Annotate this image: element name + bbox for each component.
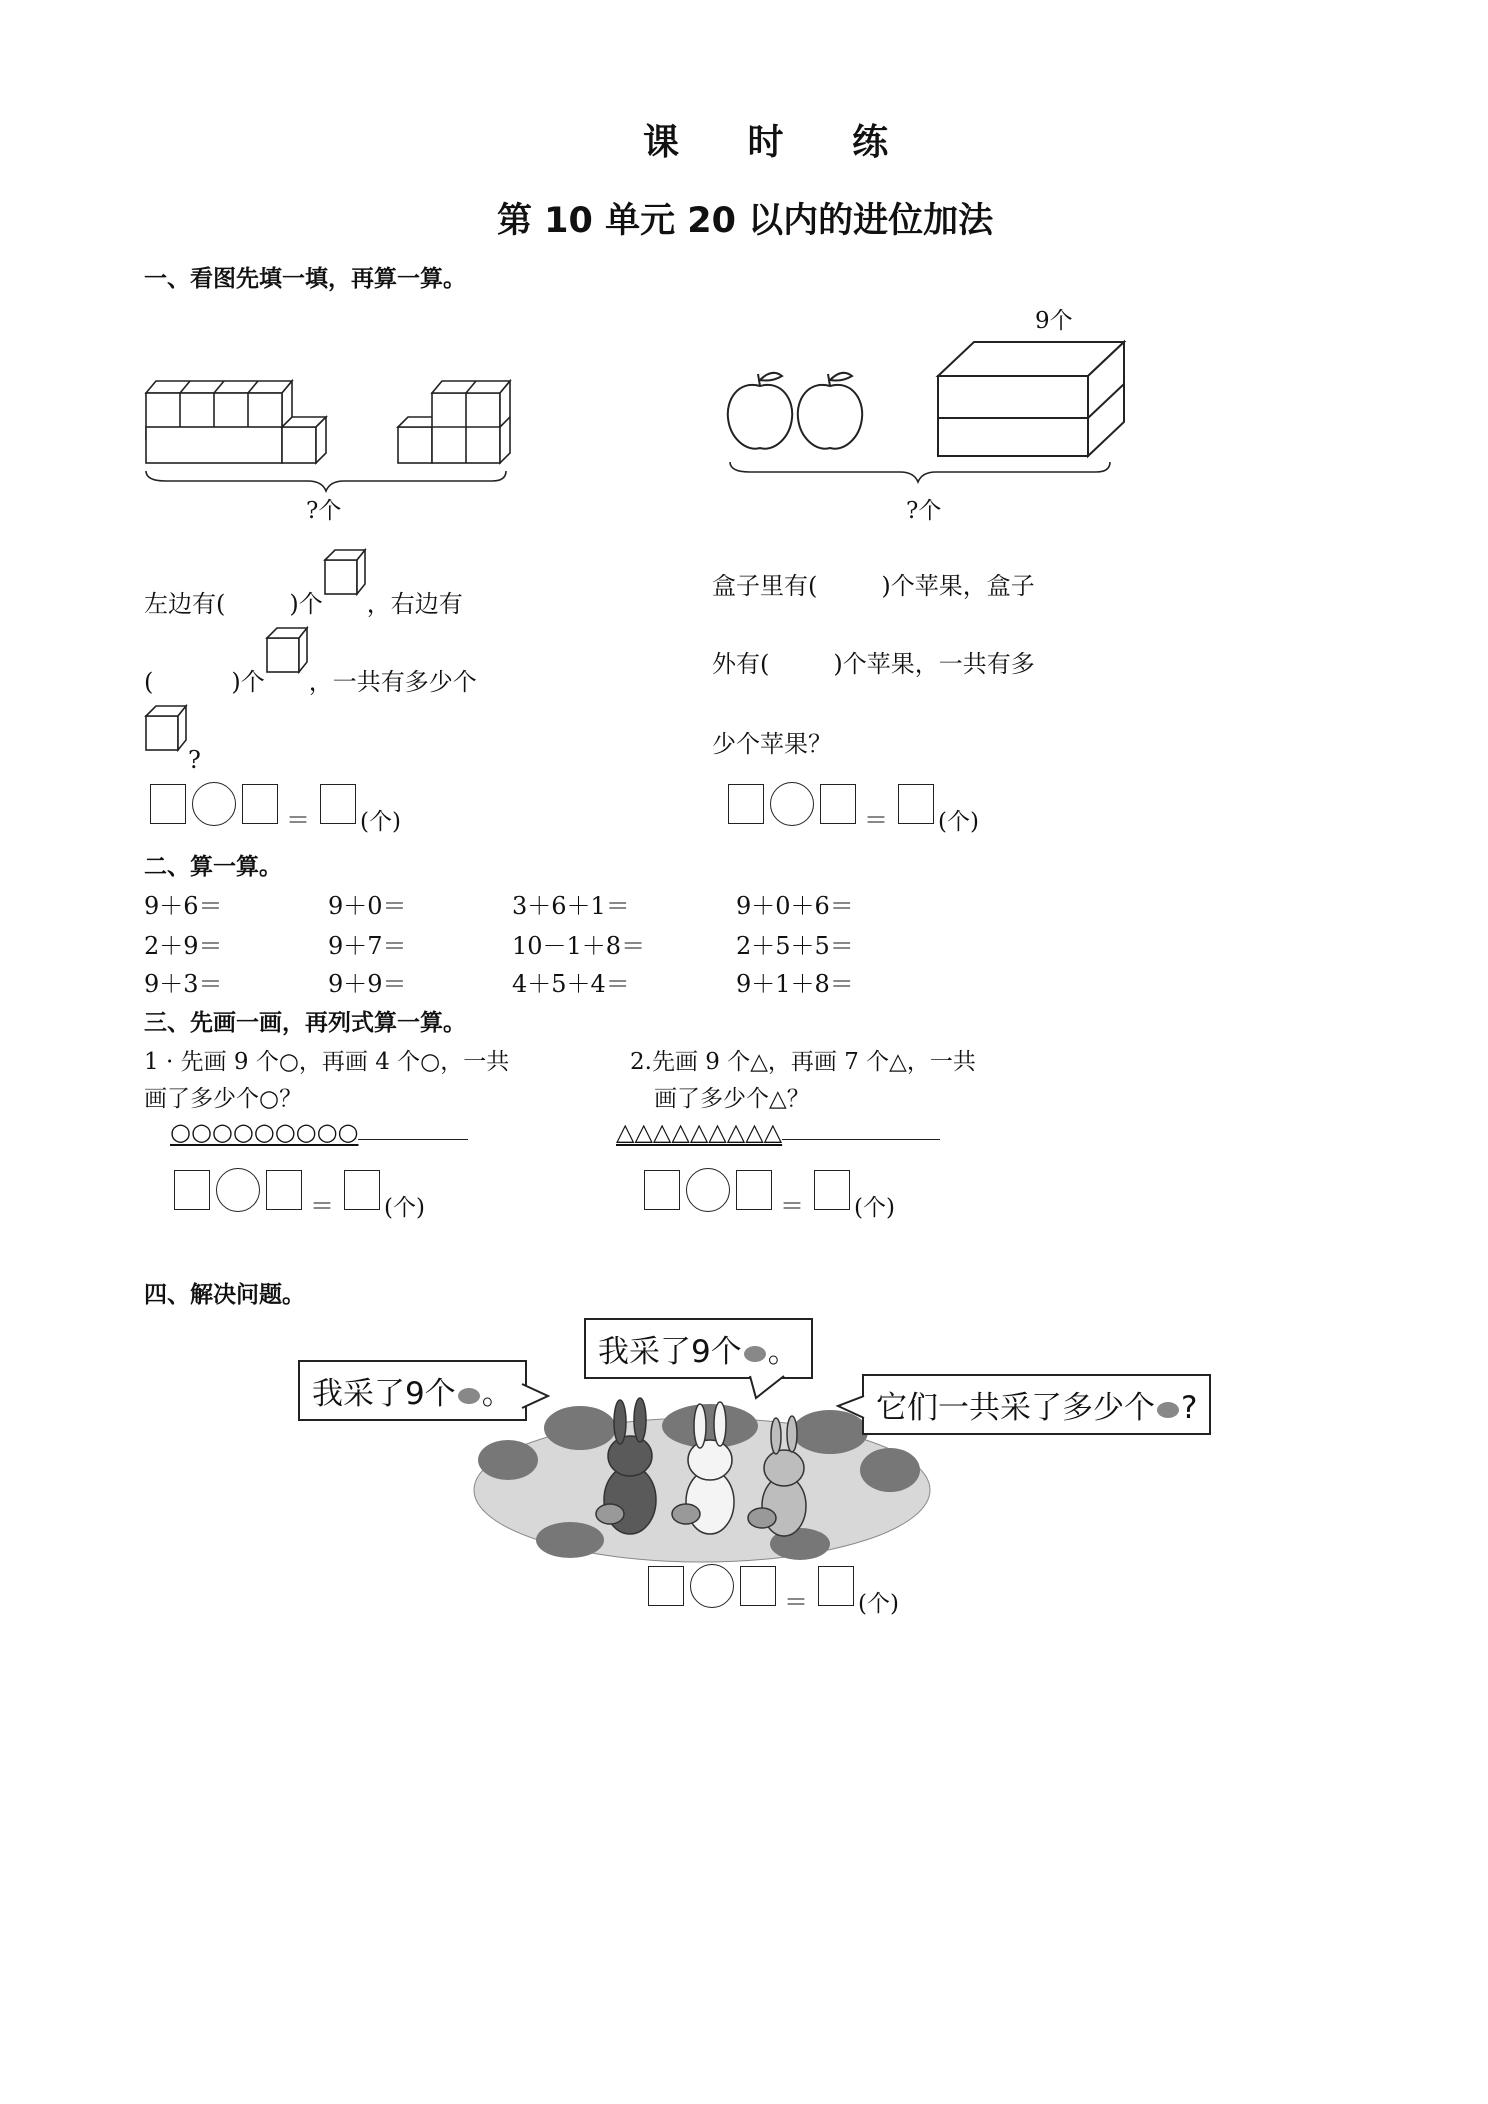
cube-icon: [144, 722, 188, 754]
box-count-label: 9个: [1035, 308, 1073, 334]
problem: 9＋0＋6＝: [736, 892, 854, 920]
right-q-line1: [712, 566, 1035, 601]
speech-bubble-right: [862, 1374, 1211, 1435]
operator-circle[interactable]: [192, 782, 236, 826]
problem: 2＋9＝: [144, 932, 223, 960]
apples-and-box-figure: [720, 340, 1130, 480]
answer-box[interactable]: [150, 784, 186, 824]
problem: 9＋3＝: [144, 970, 223, 998]
mushroom-icon: [1157, 1402, 1179, 1418]
problem: 9＋7＝: [328, 932, 407, 960]
section-2-heading: 二、算一算。: [144, 854, 282, 880]
equals-sign: ＝: [310, 1192, 334, 1220]
answer-box[interactable]: [344, 1170, 380, 1210]
left-q-line1-b: )个: [289, 590, 323, 618]
operator-circle[interactable]: [216, 1168, 260, 1212]
problem: 3＋6＋1＝: [512, 892, 630, 920]
equals-sign: ＝: [864, 806, 888, 834]
section-3-heading: 三、先画一画，再列式算一算。: [144, 1010, 466, 1036]
cube-icon: [323, 566, 367, 598]
equals-sign: ＝: [784, 1588, 808, 1616]
answer-box[interactable]: [820, 784, 856, 824]
right-q-line2-a: 外有(: [712, 650, 770, 678]
right-q-line1-b: )个苹果，盒子: [881, 572, 1035, 600]
answer-box[interactable]: [736, 1170, 772, 1210]
problem: 9＋1＋8＝: [736, 970, 854, 998]
left-q-line2-b: )个: [231, 668, 265, 696]
q1-line2: 画了多少个○？: [144, 1086, 303, 1112]
problem: 4＋5＋4＝: [512, 970, 630, 998]
bubble-left-text: 我采了9个: [312, 1376, 456, 1412]
right-brace-label: ?个: [906, 498, 942, 524]
left-brace-label: ?个: [306, 498, 342, 524]
speech-bubble-top: [584, 1318, 813, 1379]
q1-drawing-area[interactable]: [170, 1118, 468, 1146]
q2-drawing-area[interactable]: [616, 1118, 940, 1146]
q2-line2: 画了多少个△？: [654, 1086, 810, 1112]
unit-label: (个): [938, 809, 979, 835]
operator-circle[interactable]: [770, 782, 814, 826]
mushroom-icon: [458, 1388, 480, 1404]
bubble-top-tail: [750, 1376, 790, 1400]
problem: 9＋0＝: [328, 892, 407, 920]
bubble-left-tail: [522, 1380, 552, 1410]
left-q-line2-a: (: [144, 668, 154, 696]
problem: 9＋9＝: [328, 970, 407, 998]
unit-subtitle: 第 10 单元 20 以内的进位加法: [497, 201, 994, 241]
left-q-line1: [144, 566, 463, 619]
bubble-right-tail: [838, 1392, 868, 1422]
circles-drawing: ○○○○○○○○○: [170, 1118, 359, 1146]
unit-label: (个): [858, 1591, 899, 1617]
answer-box[interactable]: [320, 784, 356, 824]
answer-box[interactable]: [740, 1566, 776, 1606]
right-q-line2-b: )个苹果，一共有多: [833, 650, 1035, 678]
bubble-left-end: 。: [481, 1376, 513, 1412]
left-q-line3: [144, 722, 201, 774]
triangles-drawing: △△△△△△△△△: [616, 1118, 783, 1146]
answer-box[interactable]: [728, 784, 764, 824]
bubble-right-text: 它们一共采了多少个: [876, 1390, 1155, 1426]
right-q-line1-a: 盒子里有(: [712, 572, 818, 600]
answer-box[interactable]: [174, 1170, 210, 1210]
unit-label: (个): [384, 1195, 425, 1221]
section-4-heading: 四、解决问题。: [144, 1282, 305, 1308]
problem: 2＋5＋5＝: [736, 932, 854, 960]
mushroom-icon: [744, 1346, 766, 1362]
bubble-right-q: ?: [1181, 1390, 1198, 1426]
answer-box[interactable]: [644, 1170, 680, 1210]
left-q-line2: [144, 644, 477, 697]
left-q-line3-text: ?: [188, 746, 201, 774]
bubble-top-end: 。: [767, 1334, 799, 1370]
problem: 10－1＋8＝: [512, 932, 646, 960]
left-q-line1-c: ，右边有: [366, 590, 463, 618]
cube-icon: [265, 644, 309, 676]
right-q-line2: [712, 644, 1035, 679]
unit-label: (个): [360, 809, 401, 835]
q1-line1: 1 · 先画 9 个○，再画 4 个○，一共: [144, 1049, 510, 1075]
speech-bubble-left: [298, 1360, 527, 1421]
answer-box[interactable]: [648, 1566, 684, 1606]
q2-line1: 2.先画 9 个△，再画 7 个△，一共: [630, 1049, 976, 1075]
answer-box[interactable]: [266, 1170, 302, 1210]
answer-box[interactable]: [814, 1170, 850, 1210]
section-1-heading: 一、看图先填一填，再算一算。: [144, 266, 466, 292]
answer-box[interactable]: [898, 784, 934, 824]
operator-circle[interactable]: [690, 1564, 734, 1608]
right-q-line3: 少个苹果？: [712, 730, 832, 758]
equals-sign: ＝: [286, 806, 310, 834]
answer-box[interactable]: [242, 784, 278, 824]
left-q-line2-c: ，一共有多少个: [308, 668, 477, 696]
equals-sign: ＝: [780, 1192, 804, 1220]
unit-label: (个): [854, 1195, 895, 1221]
answer-box[interactable]: [818, 1566, 854, 1606]
worksheet-title: 课 时 练: [643, 122, 917, 163]
bubble-top-text: 我采了9个: [598, 1334, 742, 1370]
left-q-line1-a: 左边有(: [144, 590, 226, 618]
operator-circle[interactable]: [686, 1168, 730, 1212]
problem: 9＋6＝: [144, 892, 223, 920]
